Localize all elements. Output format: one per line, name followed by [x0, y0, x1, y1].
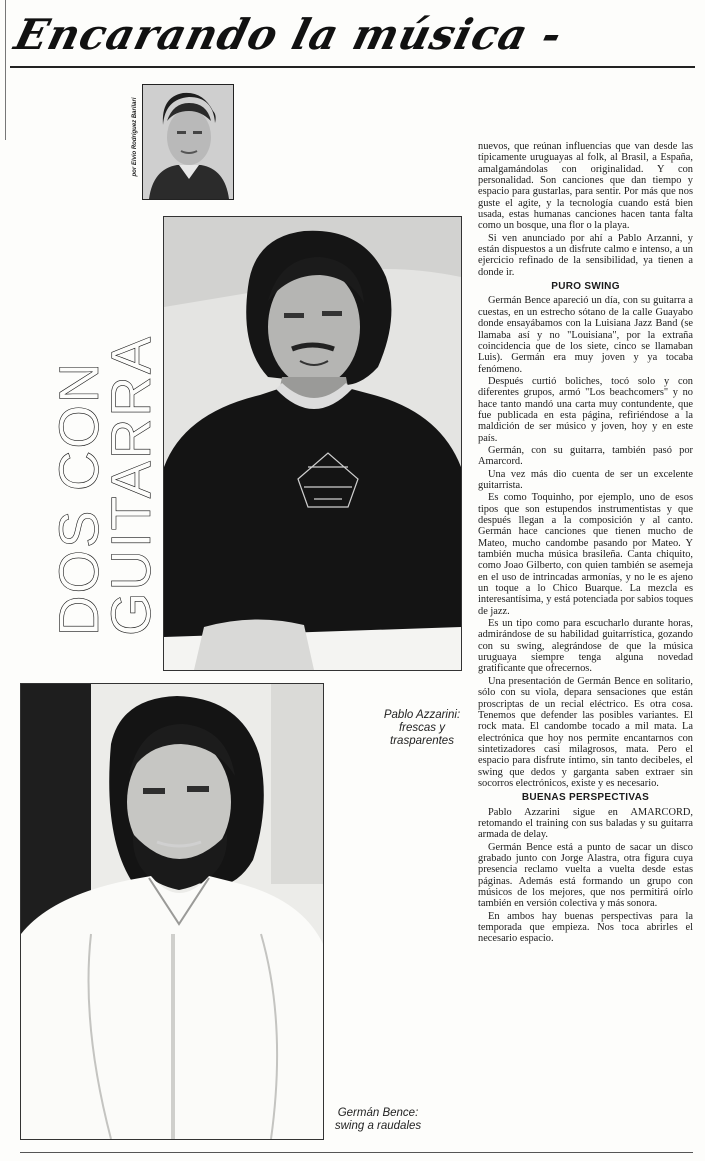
subheading-puro-swing: PURO SWING — [551, 281, 620, 293]
article-paragraph: Es un tipo como para escucharlo durante horas, admirándose de su habilidad guitarrística, gozando con su swing, alegrándose de que la música uruguaya siempre tenga alguna novedad gratificante que ofrecernos. — [478, 618, 693, 675]
section-title: Encarando la música - — [9, 10, 568, 59]
caption-photo-2: Germán Bence: swing a raudales — [334, 1107, 422, 1132]
page-edge — [0, 0, 6, 140]
footer-rule — [20, 1152, 693, 1153]
caption-photo-1: Pablo Azzarini: frescas y trasparentes — [383, 709, 461, 747]
subheading-buenas-perspectivas: BUENAS PERSPECTIVAS — [521, 792, 650, 804]
article-column — [478, 141, 693, 1151]
article-paragraph: En ambos hay buenas perspectivas para la temporada que empieza. Nos toca abrirles el necesario espacio. — [478, 910, 693, 945]
masthead-rule — [10, 66, 695, 68]
article-paragraph: Si ven anunciado por ahí a Pablo Arzanni, y están dispuestos a un disfrute calmo e intenso, a un ejercicio refinado de la sensibilidad, ya tienen a donde ir. — [478, 232, 693, 278]
photo-pablo-azzarini — [163, 216, 462, 671]
headline — [16, 334, 162, 636]
article-paragraph: Después curtió boliches, tocó solo y con diferentes grupos, armó "Los beachcomers" y no hace tanto mandó una carta muy contundente, que fue publicada en esta página, refiriéndose a la maldición de ser músico y joven, hoy y en este país. — [478, 375, 693, 444]
author-box — [128, 84, 234, 200]
masthead — [10, 8, 695, 66]
article-paragraph: Germán Bence apareció un día, con su guitarra a cuestas, en un estrecho sótano de la calle Guayabo donde ensayábamos con la Luisiana Jazz Band (se llamaba así y no "Louisiana", por la extraña coincidencia que de los siete, cinco se llamaban Luis). Germán era muy joven y ya tocaba fenómeno. — [478, 295, 693, 375]
article-paragraph: Pablo Azzarini sigue en AMARCORD, retomando el training con sus baladas y su guitarra armada de delay. — [478, 806, 693, 841]
article-paragraph: Una vez más dio cuenta de ser un excelente guitarrista. — [478, 468, 693, 491]
author-photo — [142, 84, 234, 200]
byline — [128, 88, 142, 198]
article-paragraph: Germán Bence está a punto de sacar un disco grabado junto con Jorge Alastra, otra figura cuya presencia reclamo vuelta a vuelta desde estas páginas. Además está formando un grupo con músicos de los mejores, que nos permitirá oírlo también en versión colectiva y más sonora. — [478, 841, 693, 910]
article-paragraph: Es como Toquinho, por ejemplo, uno de esos tipos que son estupendos instrumentistas y que después llegan a la composición y al canto. Germán hace canciones que tienen mucho de Mateo, mucho candombe pasando por Mateo. Y también mucha música brasileña. Canta chiquito, como Joao Gilberto, con quien también se asemeja en el uso de intrincadas armonías, y no le es ajeno un toque a lo Chico Buarque. La mezcla es interesantísima, y está potenciada por sabios toques de jazz. — [478, 492, 693, 617]
byline-text: por Elvio Rodríguez Barilari — [132, 97, 138, 177]
article-paragraph: Germán, con su guitarra, también pasó por Amarcord. — [478, 444, 693, 468]
article-paragraph: Una presentación de Germán Bence en solitario, sólo con su viola, depara sensaciones que están proscriptas de un recial eléctrico. Es otra cosa. Tenemos que defender las posibles variantes. El rock mata. El candombe tocado a mil mata. La electrónica que hoy nos permite encantarnos con sintetizadores casi milagrosos, mata. Pero el espacio para disfrute íntimo, sin tanto decibeles, el swing que dedos y garganta saben extraer sin socorros electrónicos, existe y es necesario. — [478, 675, 693, 789]
headline-line-2: GUITARRA — [99, 334, 162, 636]
headline-line-1: DOS CON — [47, 360, 110, 636]
photo-german-bence — [20, 683, 324, 1140]
article-paragraph: nuevos, que reúnan influencias que van desde las típicamente uruguayas al folk, al Brasil, a España, amalgamándolas con originalidad. Y con personalidad. Son canciones que dan tiempo y espacio para gustarlas, para sentir. Por más que nos guste el agite, y la tecnología cuando está bien usada, estas humanas canciones hacen tanta falta como un bosque, una flor o la playa. — [478, 141, 693, 232]
